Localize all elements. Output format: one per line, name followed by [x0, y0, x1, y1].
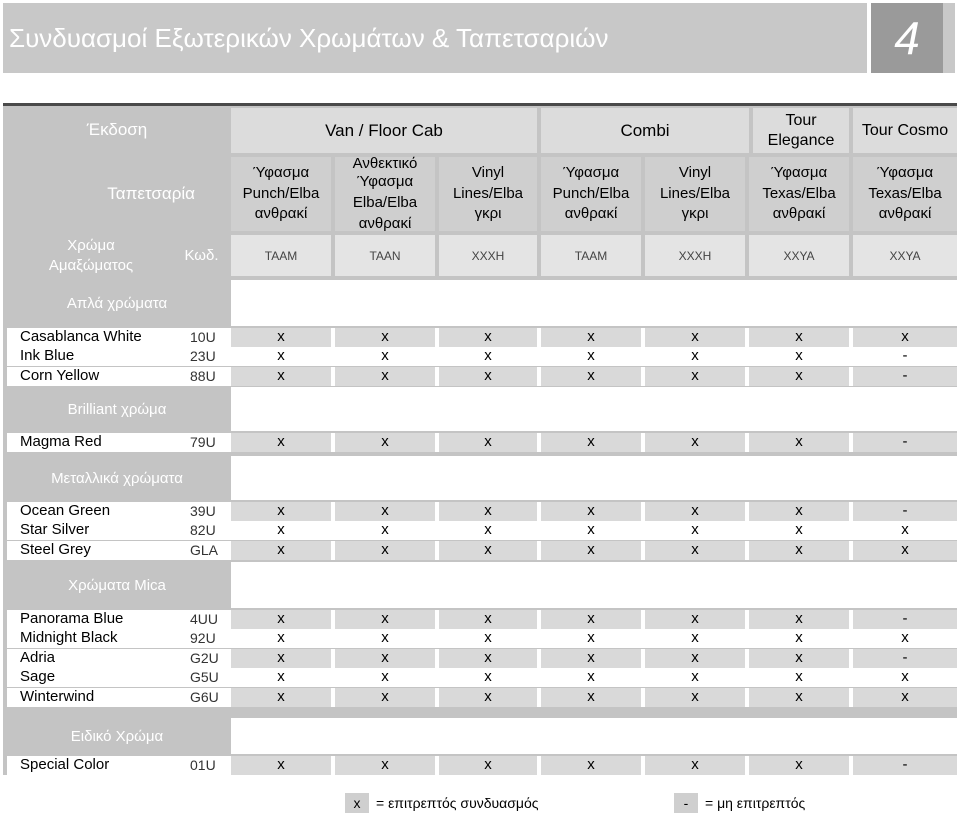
edition-label: Έκδοση: [86, 120, 148, 140]
color-code: 82U: [190, 522, 216, 538]
column-header-4: [541, 157, 641, 231]
combination-value: x: [587, 328, 595, 345]
combination-value: x: [484, 541, 492, 558]
column-header-3: [439, 157, 537, 231]
combination-value: x: [277, 688, 285, 705]
color-name: Midnight Black: [20, 629, 118, 646]
color-code: 10U: [190, 329, 216, 345]
upholstery-type: Ύφασμα: [252, 163, 310, 181]
combination-value: x: [484, 688, 492, 705]
combination-value: x: [381, 521, 389, 538]
combination-value: x: [795, 668, 803, 685]
upholstery-pattern: Punch/Elba: [242, 184, 320, 202]
combination-value: x: [587, 367, 595, 384]
group-tour-elegance: [753, 108, 849, 153]
combination-value: x: [381, 756, 389, 773]
code-header-cell: [176, 235, 227, 276]
legend-not-allowed-text: = μη επιτρεπτός: [705, 795, 806, 811]
combination-value: -: [902, 433, 908, 450]
combination-value: x: [901, 328, 909, 345]
combination-value: x: [381, 541, 389, 558]
header-accent: [943, 3, 955, 73]
color-code: 23U: [190, 348, 216, 364]
color-name: Adria: [20, 649, 56, 666]
color-name: Ocean Green: [20, 502, 111, 519]
combination-value: x: [381, 502, 389, 519]
color-code: 01U: [190, 757, 216, 773]
group-label: Tour Elegance: [767, 111, 835, 149]
combination-value: x: [484, 629, 492, 646]
combination-value: x: [691, 610, 699, 627]
column-header-5: [645, 157, 745, 231]
color-code: 4UU: [190, 611, 219, 627]
section-header-5: [7, 718, 227, 754]
combination-value: x: [484, 668, 492, 685]
combination-value: x: [795, 629, 803, 646]
upholstery-code: XXYA: [783, 248, 815, 263]
column-header-6: [749, 157, 849, 231]
combination-value: x: [587, 688, 595, 705]
combination-value: x: [484, 756, 492, 773]
combination-value: x: [691, 521, 699, 538]
combination-value: -: [902, 610, 908, 627]
section-spacer: [231, 280, 957, 326]
upholstery-pattern: Elba/Elba: [352, 194, 418, 211]
group-van-floor-cab: [231, 108, 537, 153]
section-title: Brilliant χρώμα: [67, 400, 167, 418]
section-title: Απλά χρώματα: [66, 294, 168, 312]
color-name: Winterwind: [20, 688, 95, 705]
column-code-7: [853, 235, 957, 276]
column-header-7: [853, 157, 957, 231]
combination-value: x: [277, 367, 285, 384]
combination-value: x: [901, 541, 909, 558]
page-header: [3, 3, 867, 73]
combination-value: x: [587, 521, 595, 538]
upholstery-pattern: Punch/Elba: [552, 184, 630, 202]
color-code: 92U: [190, 630, 216, 646]
combination-value: x: [587, 756, 595, 773]
combination-value: x: [277, 328, 285, 345]
combination-value: x: [795, 367, 803, 384]
group-label: Van / Floor Cab: [325, 120, 443, 140]
section-header-3: [7, 456, 227, 500]
combination-value: x: [381, 610, 389, 627]
group-label: Tour Cosmo: [861, 121, 949, 139]
color-code: G5U: [190, 669, 219, 685]
combination-value: x: [484, 347, 492, 364]
combination-value: x: [795, 756, 803, 773]
combination-value: x: [587, 668, 595, 685]
upholstery-type: Ανθεκτικό Ύφασμα: [352, 154, 418, 191]
combination-value: -: [902, 502, 908, 519]
column-header-1: [231, 157, 331, 231]
combination-value: x: [691, 629, 699, 646]
combination-value: x: [277, 433, 285, 450]
upholstery-color: ανθρακί: [564, 205, 618, 223]
combination-value: x: [381, 433, 389, 450]
combination-value: x: [691, 541, 699, 558]
group-label: Combi: [620, 120, 670, 140]
upholstery-type: Vinyl: [471, 163, 505, 181]
upholstery-code: XXXH: [678, 248, 712, 263]
upholstery-type: Ύφασμα: [562, 163, 620, 181]
color-code: 79U: [190, 434, 216, 450]
color-name: Casablanca White: [20, 328, 142, 345]
legend-not-allowed-symbol: -: [674, 793, 698, 813]
combination-value: x: [691, 347, 699, 364]
code-label: Κωδ.: [184, 246, 219, 264]
combination-value: x: [691, 328, 699, 345]
combination-value: x: [691, 688, 699, 705]
column-code-1: [231, 235, 331, 276]
upholstery-color: γκρι: [474, 205, 502, 223]
column-code-4: [541, 235, 641, 276]
upholstery-color: ανθρακί: [772, 205, 826, 223]
combination-value: x: [691, 756, 699, 773]
combination-value: x: [587, 502, 595, 519]
combination-value: x: [795, 610, 803, 627]
combination-value: x: [795, 541, 803, 558]
combination-value: x: [381, 649, 389, 666]
combination-value: x: [691, 502, 699, 519]
color-name: Corn Yellow: [20, 367, 100, 384]
combination-value: x: [277, 502, 285, 519]
table-top-border: [3, 103, 957, 106]
column-code-5: [645, 235, 745, 276]
combination-value: x: [381, 328, 389, 345]
color-code: 88U: [190, 368, 216, 384]
upholstery-code: XXYA: [889, 248, 921, 263]
combination-value: x: [484, 328, 492, 345]
group-combi: [541, 108, 749, 153]
color-code: GLA: [190, 542, 219, 558]
combination-value: x: [381, 668, 389, 685]
legend-allowed-symbol: x: [345, 793, 369, 813]
color-name: Special Color: [20, 756, 110, 773]
section-header-2: [7, 387, 227, 431]
upholstery-type: Ύφασμα: [770, 163, 828, 181]
section-title: Ειδικό Χρώμα: [70, 727, 164, 745]
section-spacer: [231, 718, 957, 754]
page-title: Συνδυασμοί Εξωτερικών Χρωμάτων & Ταπετσαριών: [9, 23, 609, 53]
color-name: Steel Grey: [20, 541, 91, 558]
combination-value: x: [901, 688, 909, 705]
combination-value: x: [691, 367, 699, 384]
upholstery-pattern: Lines/Elba: [452, 184, 524, 202]
combination-value: x: [795, 347, 803, 364]
combination-value: x: [277, 521, 285, 538]
combination-value: x: [484, 610, 492, 627]
combination-value: x: [484, 367, 492, 384]
combination-value: x: [795, 521, 803, 538]
section-title: Μεταλλικά χρώματα: [51, 469, 183, 487]
color-name: Magma Red: [20, 433, 102, 450]
combination-value: x: [691, 433, 699, 450]
combination-value: x: [795, 433, 803, 450]
color-label: Χρώμα Αμαξώματος: [48, 237, 134, 274]
group-tour-cosmo: [853, 108, 957, 153]
combination-value: x: [691, 668, 699, 685]
color-name: Ink Blue: [20, 347, 75, 364]
upholstery-color: ανθρακί: [254, 205, 308, 223]
color-code: 39U: [190, 503, 216, 519]
legend-allowed-text: = επιτρεπτός συνδυασμός: [376, 795, 539, 811]
combination-value: x: [381, 347, 389, 364]
combination-value: x: [381, 629, 389, 646]
combination-value: x: [795, 649, 803, 666]
section-header-4: [7, 562, 227, 608]
combination-value: -: [902, 756, 908, 773]
combination-value: x: [484, 433, 492, 450]
combination-value: x: [587, 541, 595, 558]
color-name: Sage: [20, 668, 56, 685]
combination-value: -: [902, 367, 908, 384]
combination-value: x: [484, 502, 492, 519]
upholstery-type: Vinyl: [678, 163, 712, 181]
combination-value: x: [277, 541, 285, 558]
upholstery-code: TAAN: [369, 248, 401, 263]
combination-value: x: [484, 649, 492, 666]
combination-value: x: [277, 649, 285, 666]
column-header-2: [335, 154, 435, 232]
combination-value: x: [587, 610, 595, 627]
color-header-cell: [7, 235, 175, 276]
upholstery-header-cell: [7, 157, 227, 231]
combination-value: x: [795, 688, 803, 705]
section-spacer: [231, 456, 957, 500]
section-title: Χρώματα Mica: [68, 576, 166, 594]
upholstery-label: Ταπετσαρία: [107, 183, 195, 203]
column-code-2: [335, 235, 435, 276]
edition-header-cell: [7, 108, 227, 153]
combination-value: x: [691, 649, 699, 666]
upholstery-color: ανθρακί: [878, 205, 932, 223]
combination-value: -: [902, 649, 908, 666]
color-code: G6U: [190, 689, 219, 705]
combination-value: x: [795, 328, 803, 345]
column-code-6: [749, 235, 849, 276]
section-spacer: [231, 562, 957, 608]
combination-value: x: [795, 502, 803, 519]
section-header-1: [7, 280, 227, 326]
combination-value: x: [587, 649, 595, 666]
upholstery-color: γκρι: [681, 205, 709, 223]
combination-value: x: [277, 756, 285, 773]
combination-value: x: [901, 521, 909, 538]
upholstery-code: XXXH: [471, 248, 505, 263]
column-code-3: [439, 235, 537, 276]
upholstery-code: TAAM: [264, 248, 298, 263]
color-code: G2U: [190, 650, 219, 666]
upholstery-pattern: Texas/Elba: [762, 184, 836, 202]
upholstery-pattern: Texas/Elba: [868, 184, 942, 202]
combination-value: x: [484, 521, 492, 538]
combination-value: x: [381, 688, 389, 705]
combination-value: x: [901, 668, 909, 685]
upholstery-code: TAAM: [574, 248, 608, 263]
section-spacer: [231, 387, 957, 431]
combination-value: x: [277, 347, 285, 364]
combination-value: x: [901, 629, 909, 646]
combination-value: x: [587, 433, 595, 450]
combination-value: x: [277, 629, 285, 646]
upholstery-type: Ύφασμα: [876, 163, 934, 181]
color-name: Panorama Blue: [20, 610, 124, 627]
combination-value: x: [277, 610, 285, 627]
combination-value: x: [587, 347, 595, 364]
combination-value: x: [277, 668, 285, 685]
upholstery-color: ανθρακί: [358, 214, 412, 232]
color-name: Star Silver: [20, 521, 90, 538]
combination-value: -: [902, 347, 908, 364]
page-number: 4: [871, 3, 943, 73]
upholstery-pattern: Lines/Elba: [659, 184, 731, 202]
combination-value: x: [587, 629, 595, 646]
combination-value: x: [381, 367, 389, 384]
